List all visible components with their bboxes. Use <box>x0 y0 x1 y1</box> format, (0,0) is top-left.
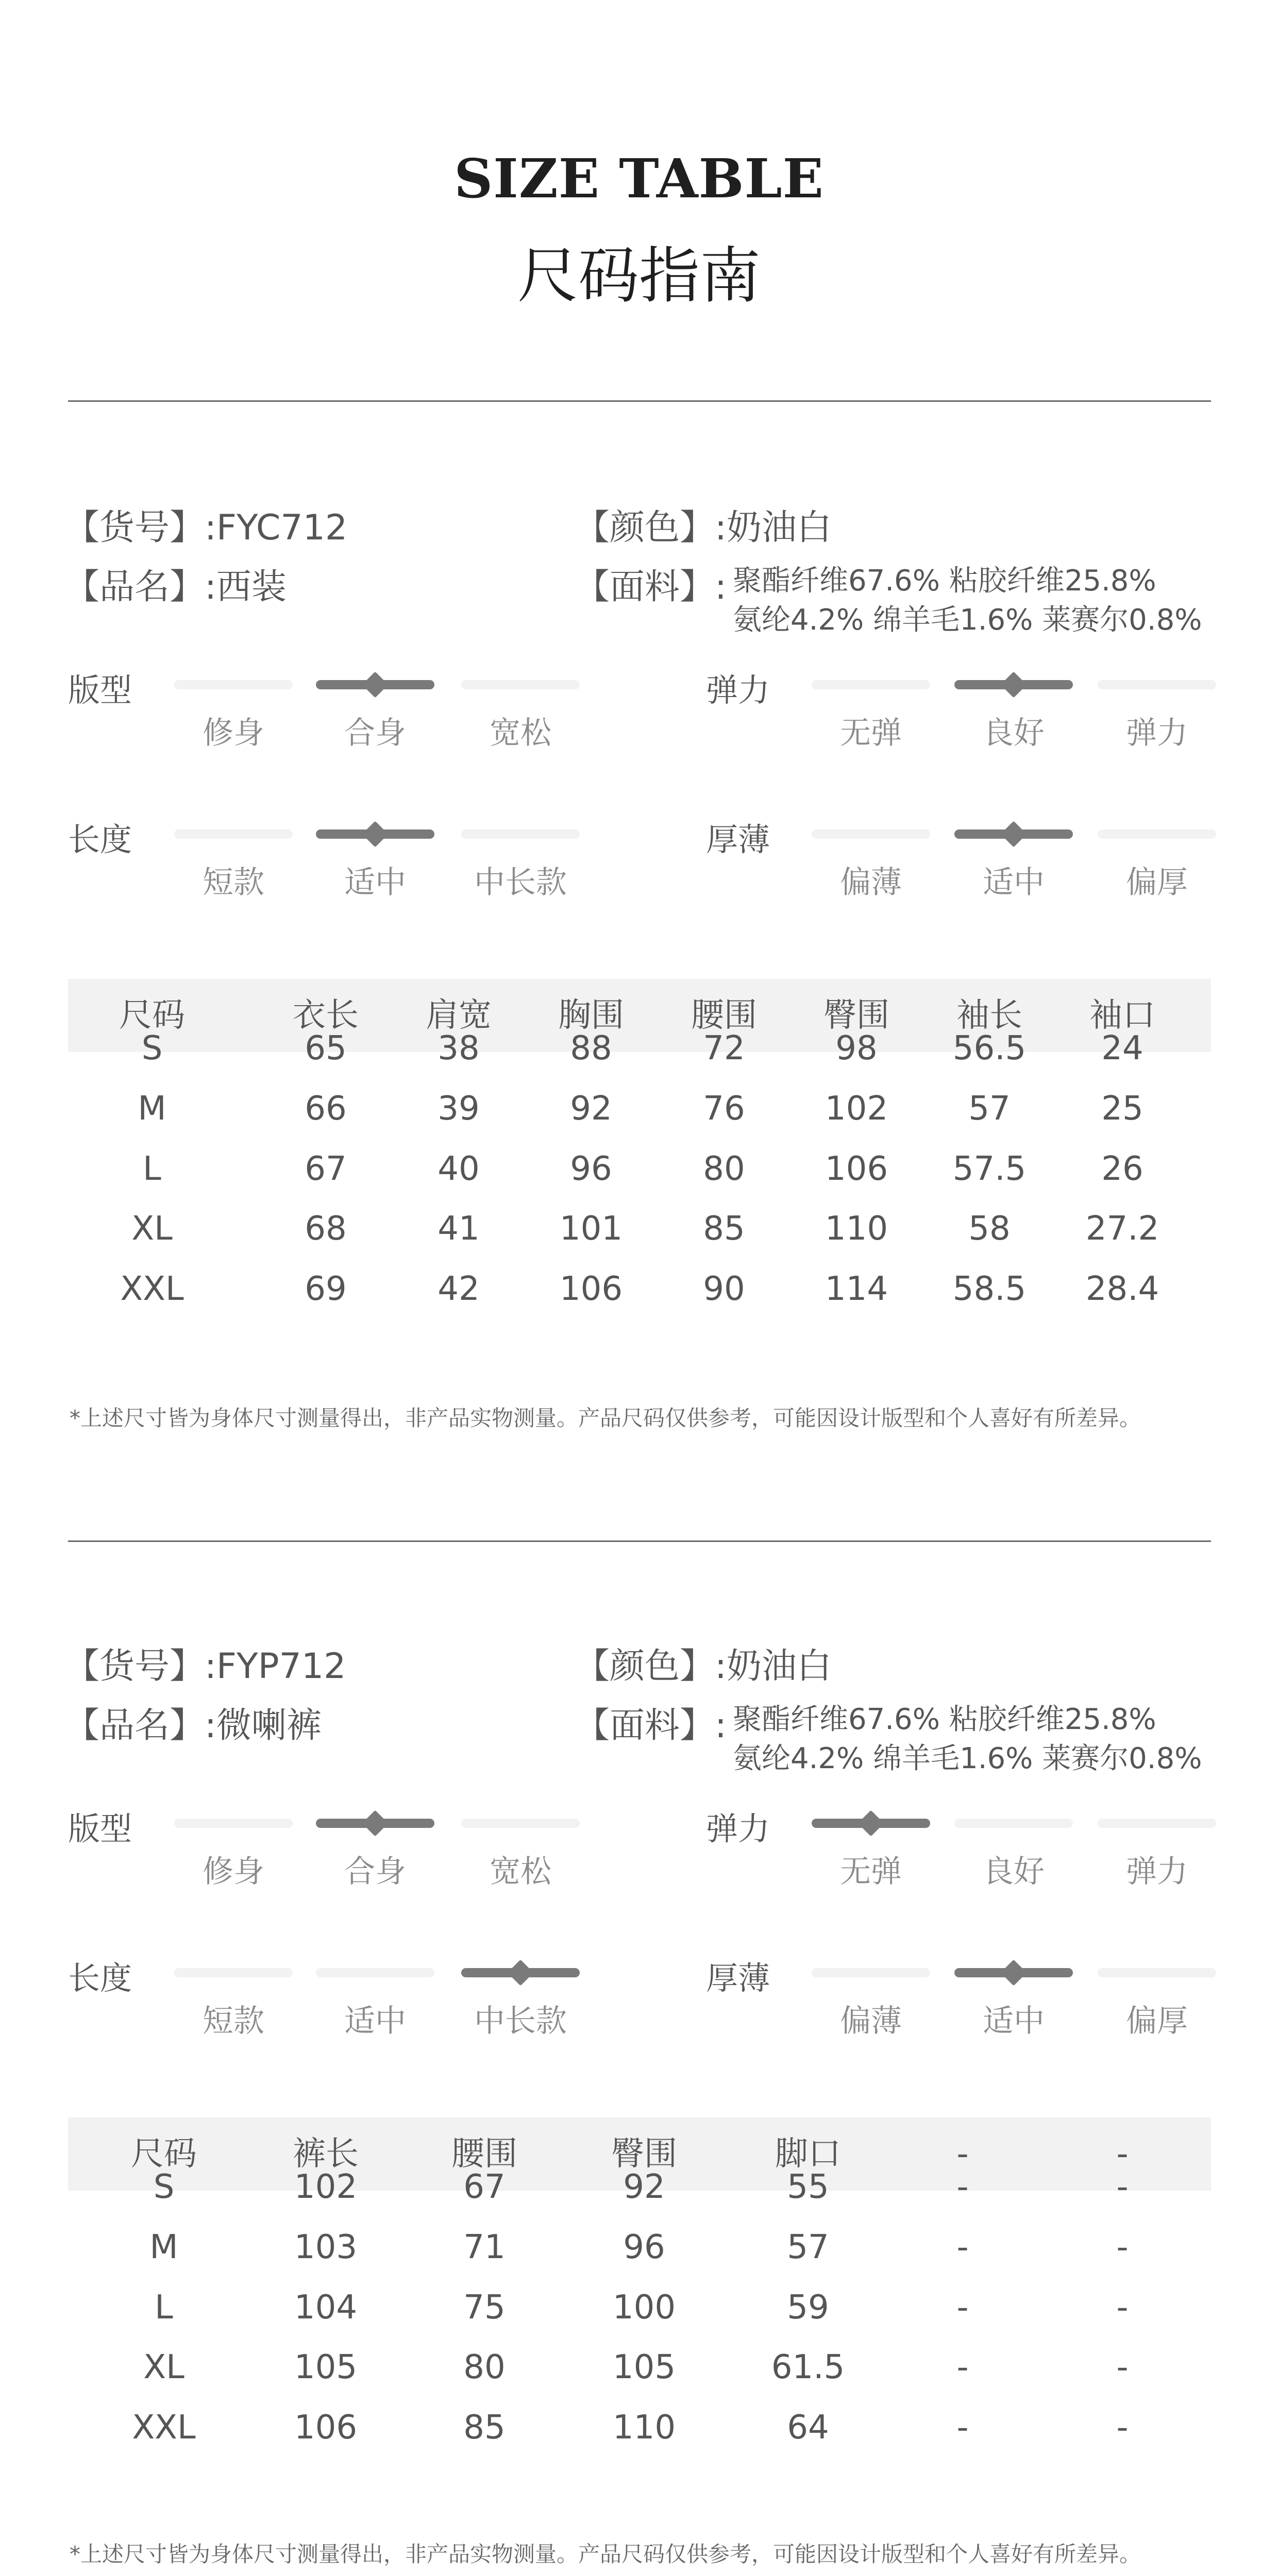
pants-table-cell: - <box>1116 2409 1129 2447</box>
jacket-table-cell: 24 <box>1101 1029 1144 1067</box>
pants-fabric-line1: 聚酯纤维67.6% 粘胶纤维25.8% <box>733 1703 1156 1736</box>
pants-attr-option: 无弹 <box>840 1854 902 1890</box>
pants-table-size-cell: L <box>155 2289 173 2327</box>
pants-table-cell: 102 <box>294 2168 358 2206</box>
pants-fabric-label: 【面料】: <box>575 1705 727 1746</box>
pants-table-cell: 64 <box>787 2409 829 2447</box>
jacket-attr-option: 良好 <box>983 715 1045 751</box>
pants-table-size-cell: XXL <box>132 2409 196 2447</box>
pants-table-cell: 104 <box>294 2289 358 2327</box>
pants-attr-bar <box>1098 1819 1216 1828</box>
pants-attr-bar-selected <box>954 1968 1073 1977</box>
jacket-table-cell: 88 <box>570 1029 612 1067</box>
jacket-table-cell: 68 <box>305 1210 347 1248</box>
pants-table-cell: 67 <box>463 2168 506 2206</box>
pants-color: 【颜色】:奶油白 <box>575 1646 832 1687</box>
jacket-table-cell: 90 <box>703 1270 745 1308</box>
jacket-table-cell: 26 <box>1101 1150 1144 1188</box>
jacket-attr-bar <box>461 680 580 689</box>
pants-table-cell: - <box>956 2289 969 2327</box>
pants-attr-bar <box>174 1819 293 1828</box>
pants-attr-option: 中长款 <box>474 2003 567 2039</box>
pants-attr-title: 厚薄 <box>706 1959 770 1997</box>
jacket-attr-option: 修身 <box>203 715 264 751</box>
jacket-table-cell: 58 <box>968 1210 1011 1248</box>
pants-table-cell: - <box>1116 2289 1129 2327</box>
pants-table-cell: 75 <box>463 2289 506 2327</box>
jacket-item-no: 【货号】:FYC712 <box>64 507 348 548</box>
jacket-table-cell: 66 <box>305 1090 347 1128</box>
pants-fabric-line2: 氨纶4.2% 绵羊毛1.6% 莱赛尔0.8% <box>733 1742 1202 1775</box>
pants-table-cell: - <box>1116 2348 1129 2386</box>
jacket-table-header-cell: 臀围 <box>823 996 889 1035</box>
pants-table-header-cell: 腰围 <box>451 2135 517 2173</box>
divider-top <box>68 400 1211 402</box>
jacket-table-cell: 67 <box>305 1150 347 1188</box>
jacket-table-cell: 110 <box>825 1210 888 1248</box>
jacket-attr-title: 长度 <box>68 821 132 858</box>
pants-attr-bar <box>316 1968 434 1977</box>
title-en: SIZE TABLE <box>454 147 824 210</box>
jacket-table-cell: 58.5 <box>952 1270 1027 1308</box>
pants-section <box>0 1602 1278 2576</box>
pants-attr-title: 弹力 <box>706 1810 770 1848</box>
pants-table-header-cell: 脚口 <box>775 2135 841 2173</box>
jacket-attr-option: 中长款 <box>474 865 567 901</box>
pants-table-cell: - <box>1116 2168 1129 2206</box>
jacket-table-cell: 25 <box>1101 1090 1144 1128</box>
pants-attr-bar-selected <box>461 1968 580 1977</box>
jacket-attr-option: 弹力 <box>1126 715 1188 751</box>
pants-attr-bar <box>174 1968 293 1977</box>
pants-item-no: 【货号】:FYP712 <box>64 1646 346 1687</box>
pants-table-cell: 100 <box>612 2289 676 2327</box>
pants-table-cell: 55 <box>787 2168 829 2206</box>
pants-attr-bar <box>954 1819 1073 1828</box>
jacket-table-header-cell: 肩宽 <box>426 996 492 1035</box>
pants-table-header-cell: 臀围 <box>611 2135 677 2173</box>
jacket-fabric-line1: 聚酯纤维67.6% 粘胶纤维25.8% <box>733 564 1156 598</box>
jacket-attr-bar <box>174 829 293 839</box>
pants-table-cell: - <box>956 2409 969 2447</box>
pants-attr-option: 良好 <box>983 1854 1045 1890</box>
jacket-table-header-cell: 袖长 <box>956 996 1022 1035</box>
pants-name: 【品名】:微喇裤 <box>64 1705 322 1746</box>
pants-attr-option: 短款 <box>203 2003 264 2039</box>
pants-attr-bar <box>461 1819 580 1828</box>
title-cn: 尺码指南 <box>517 240 761 311</box>
jacket-table-cell: 28.4 <box>1085 1270 1159 1308</box>
jacket-table-cell: 80 <box>703 1150 745 1188</box>
pants-note: *上述尺寸皆为身体尺寸测量得出，非产品实物测量。产品尺码仅供参考，可能因设计版型和个人喜好有所差异。 <box>70 2541 1141 2567</box>
jacket-attr-title: 厚薄 <box>706 821 770 858</box>
pants-table-header-cell: - <box>956 2135 969 2173</box>
pants-table-cell: 105 <box>294 2348 358 2386</box>
pants-table-cell: 92 <box>623 2168 665 2206</box>
pants-table-cell: 57 <box>787 2228 829 2266</box>
jacket-table-cell: 42 <box>438 1270 480 1308</box>
pants-fabric <box>733 1700 1202 1778</box>
jacket-attr-bar <box>461 829 580 839</box>
pants-attr-title: 版型 <box>68 1810 132 1848</box>
jacket-table-cell: 65 <box>305 1029 347 1067</box>
pants-attr-option: 适中 <box>344 2003 406 2039</box>
pants-table-cell: 103 <box>294 2228 358 2266</box>
jacket-attr-option: 无弹 <box>840 715 902 751</box>
jacket-table-cell: 39 <box>438 1090 480 1128</box>
jacket-attr-title: 版型 <box>68 671 132 709</box>
jacket-fabric <box>733 562 1202 640</box>
jacket-table-cell: 27.2 <box>1085 1210 1159 1248</box>
pants-attr-option: 偏薄 <box>840 2003 902 2039</box>
pants-table-cell: 106 <box>294 2409 358 2447</box>
pants-table-cell: 85 <box>463 2409 506 2447</box>
jacket-table-header-cell: 胸围 <box>558 996 624 1035</box>
jacket-table-cell: 56.5 <box>952 1029 1027 1067</box>
jacket-table-cell: 57.5 <box>952 1150 1027 1188</box>
jacket-attr-bar-selected <box>316 829 434 839</box>
pants-table-header-cell: 尺码 <box>131 2135 197 2173</box>
pants-table-header-cell: 裤长 <box>293 2135 359 2173</box>
jacket-name: 【品名】:西装 <box>64 567 287 607</box>
jacket-attr-option: 宽松 <box>490 715 551 751</box>
jacket-table-size-cell: M <box>138 1090 166 1128</box>
pants-table-size-cell: XL <box>143 2348 184 2386</box>
jacket-attr-bar <box>812 829 930 839</box>
jacket-attr-title: 弹力 <box>706 671 770 709</box>
jacket-attr-option: 短款 <box>203 865 264 901</box>
jacket-color: 【颜色】:奶油白 <box>575 507 832 548</box>
jacket-table-cell: 38 <box>438 1029 480 1067</box>
pants-table-size-cell: S <box>153 2168 175 2206</box>
pants-table-cell: 59 <box>787 2289 829 2327</box>
pants-table-cell: - <box>956 2228 969 2266</box>
jacket-table-size-cell: S <box>141 1029 163 1067</box>
pants-attr-option: 弹力 <box>1126 1854 1188 1890</box>
pants-table-cell: 110 <box>612 2409 676 2447</box>
jacket-table-cell: 106 <box>825 1150 888 1188</box>
jacket-attr-bar <box>812 680 930 689</box>
pants-table-size-cell: M <box>149 2228 178 2266</box>
pants-attr-bar-selected <box>812 1819 930 1828</box>
jacket-attr-option: 偏厚 <box>1126 865 1188 901</box>
jacket-table-cell: 114 <box>825 1270 888 1308</box>
pants-table-header-cell: - <box>1116 2135 1129 2173</box>
jacket-note: *上述尺寸皆为身体尺寸测量得出，非产品实物测量。产品尺码仅供参考，可能因设计版型和个人喜好有所差异。 <box>70 1405 1141 1431</box>
pants-table-cell: 96 <box>623 2228 665 2266</box>
jacket-attr-bar <box>174 680 293 689</box>
jacket-table-header-cell: 袖口 <box>1089 996 1155 1035</box>
jacket-attr-option: 合身 <box>344 715 406 751</box>
jacket-section <box>0 464 1278 1546</box>
jacket-table-header-cell: 腰围 <box>691 996 757 1035</box>
jacket-attr-option: 适中 <box>983 865 1045 901</box>
jacket-attr-bar-selected <box>316 680 434 689</box>
jacket-attr-option: 偏薄 <box>840 865 902 901</box>
jacket-attr-bar <box>1098 829 1216 839</box>
jacket-fabric-label: 【面料】: <box>575 567 727 607</box>
jacket-table-cell: 98 <box>835 1029 878 1067</box>
pants-table-cell: 61.5 <box>771 2348 845 2386</box>
pants-attr-option: 合身 <box>344 1854 406 1890</box>
pants-table-cell: - <box>956 2168 969 2206</box>
jacket-table-cell: 69 <box>305 1270 347 1308</box>
jacket-table-cell: 72 <box>703 1029 745 1067</box>
jacket-table-cell: 57 <box>968 1090 1011 1128</box>
pants-attr-bar <box>1098 1968 1216 1977</box>
jacket-table-size-cell: XXL <box>120 1270 184 1308</box>
jacket-table-cell: 106 <box>559 1270 623 1308</box>
pants-attr-bar <box>812 1968 930 1977</box>
pants-table-cell: - <box>956 2348 969 2386</box>
pants-table-cell: 105 <box>612 2348 676 2386</box>
jacket-table-cell: 96 <box>570 1150 612 1188</box>
pants-attr-bar-selected <box>316 1819 434 1828</box>
jacket-table-cell: 41 <box>438 1210 480 1248</box>
pants-attr-title: 长度 <box>68 1959 132 1997</box>
pants-attr-option: 偏厚 <box>1126 2003 1188 2039</box>
jacket-table-size-cell: XL <box>131 1210 173 1248</box>
divider-middle <box>68 1540 1211 1542</box>
jacket-attr-bar-selected <box>954 829 1073 839</box>
pants-table-cell: 71 <box>463 2228 506 2266</box>
pants-table-cell: 80 <box>463 2348 506 2386</box>
pants-attr-option: 适中 <box>983 2003 1045 2039</box>
jacket-attr-option: 适中 <box>344 865 406 901</box>
jacket-table-cell: 85 <box>703 1210 745 1248</box>
pants-attr-option: 修身 <box>203 1854 264 1890</box>
pants-table-cell: - <box>1116 2228 1129 2266</box>
jacket-table-header-cell: 衣长 <box>293 996 359 1035</box>
pants-attr-option: 宽松 <box>490 1854 551 1890</box>
jacket-table-cell: 102 <box>825 1090 888 1128</box>
jacket-table-cell: 40 <box>438 1150 480 1188</box>
jacket-table-cell: 92 <box>570 1090 612 1128</box>
jacket-table-cell: 101 <box>559 1210 623 1248</box>
jacket-attr-bar-selected <box>954 680 1073 689</box>
jacket-table-cell: 76 <box>703 1090 745 1128</box>
jacket-table-header-cell: 尺码 <box>119 996 185 1035</box>
jacket-attr-bar <box>1098 680 1216 689</box>
jacket-table-size-cell: L <box>143 1150 161 1188</box>
jacket-fabric-line2: 氨纶4.2% 绵羊毛1.6% 莱赛尔0.8% <box>733 603 1202 637</box>
